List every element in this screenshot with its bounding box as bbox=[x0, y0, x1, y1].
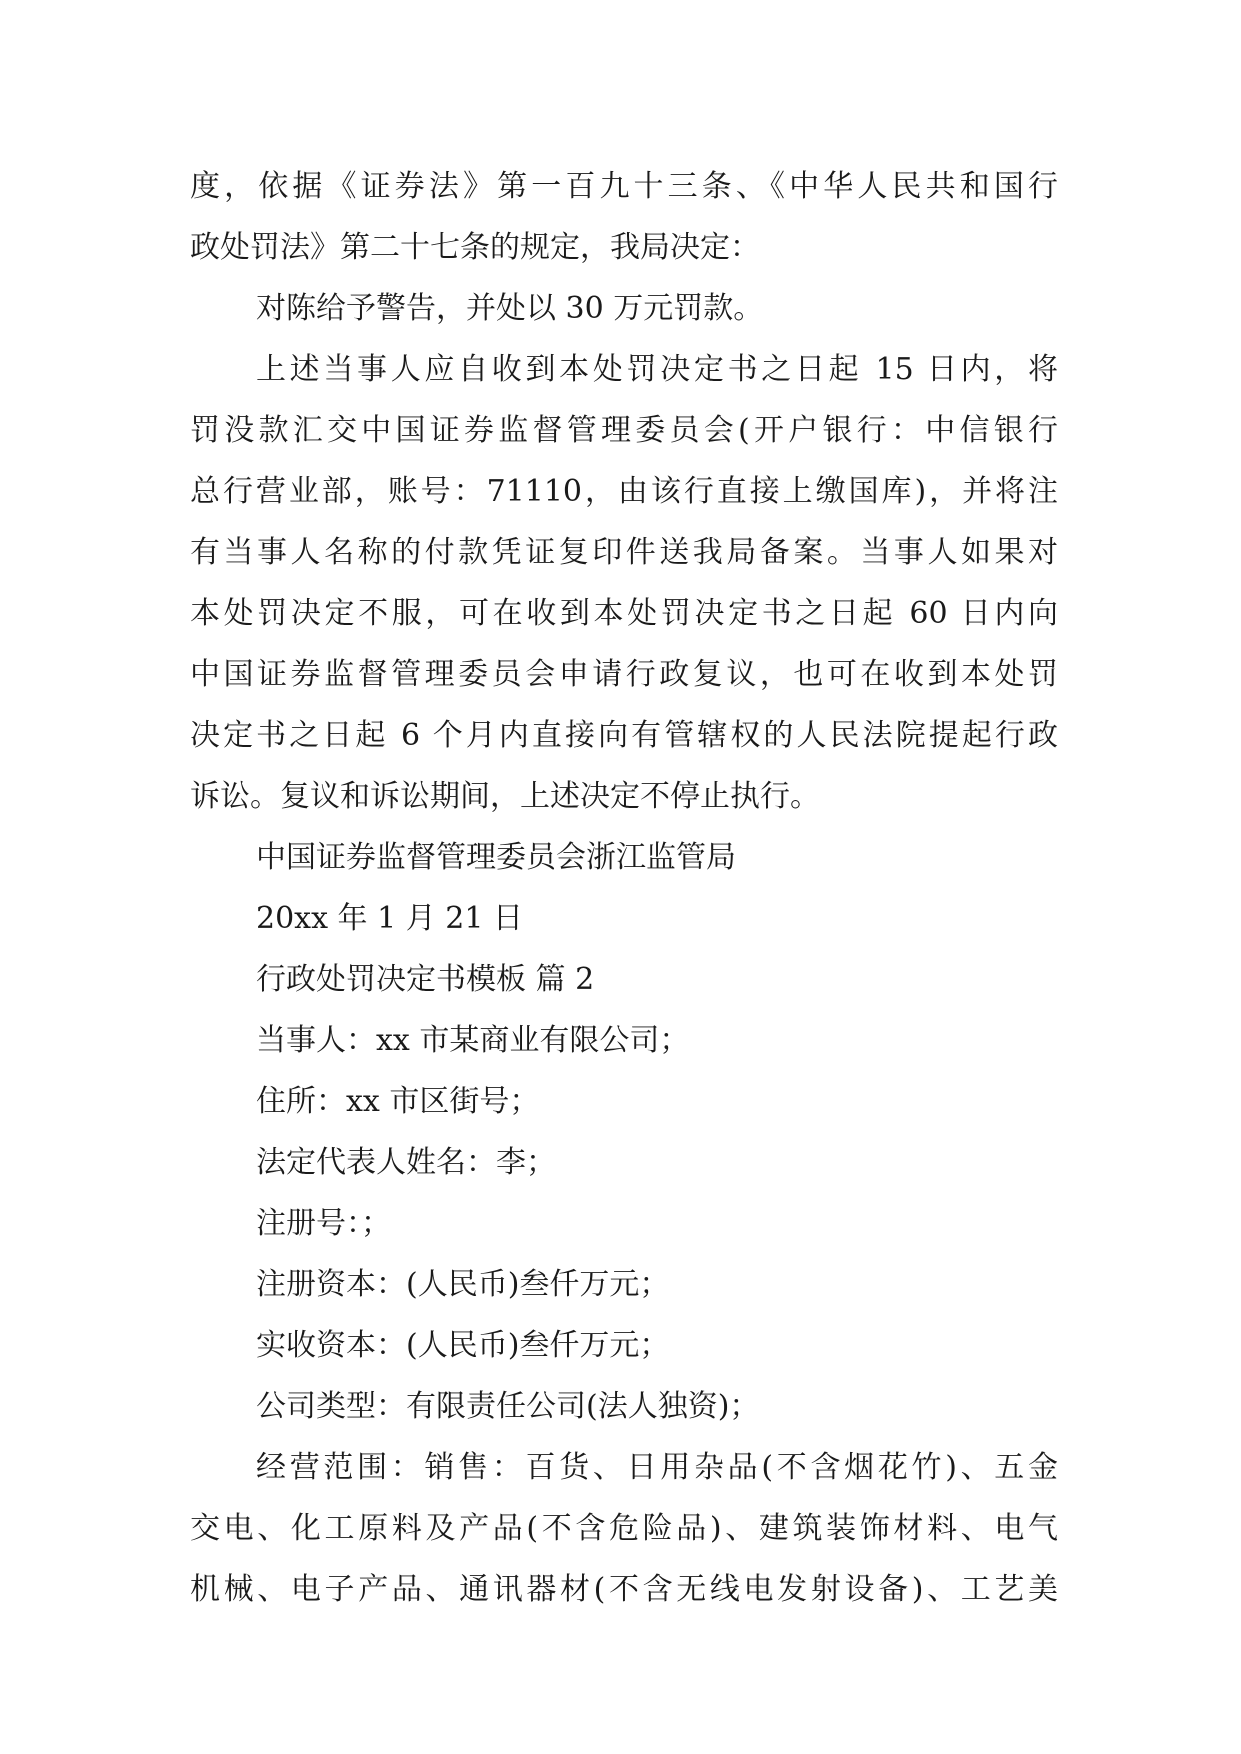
paragraph-line: 对陈给予警告，并处以 30 万元罚款。 bbox=[256, 291, 764, 326]
paragraph-line: 本处罚决定不服，可在收到本处罚决定书之日起 60 日内向 bbox=[190, 596, 1058, 631]
legal-representative-line: 法定代表人姓名：李； bbox=[256, 1145, 556, 1180]
company-type-line: 公司类型：有限责任公司(法人独资)； bbox=[256, 1389, 760, 1424]
address-line: 住所：xx 市区街号； bbox=[256, 1084, 540, 1119]
section-title: 行政处罚决定书模板 篇 2 bbox=[256, 962, 595, 997]
registered-capital-line: 注册资本：(人民币)叁仟万元； bbox=[256, 1267, 670, 1302]
issuing-authority: 中国证券监督管理委员会浙江监管局 bbox=[256, 840, 736, 875]
paragraph-line: 中国证券监督管理委员会申请行政复议，也可在收到本处罚 bbox=[190, 657, 1058, 692]
paragraph-line: 诉讼。复议和诉讼期间，上述决定不停止执行。 bbox=[190, 779, 820, 814]
paragraph-line: 有当事人名称的付款凭证复印件送我局备案。当事人如果对 bbox=[190, 535, 1058, 570]
paid-in-capital-line: 实收资本：(人民币)叁仟万元； bbox=[256, 1328, 670, 1363]
registration-number-line: 注册号：； bbox=[256, 1206, 391, 1241]
paragraph-line: 政处罚法》第二十七条的规定，我局决定： bbox=[190, 230, 760, 265]
business-scope-line: 经营范围：销售：百货、日用杂品(不含烟花竹)、五金 bbox=[256, 1450, 1058, 1485]
party-line: 当事人：xx 市某商业有限公司； bbox=[256, 1023, 690, 1058]
issue-date: 20xx 年 1 月 21 日 bbox=[256, 901, 523, 936]
paragraph-line: 决定书之日起 6 个月内直接向有管辖权的人民法院提起行政 bbox=[190, 718, 1058, 753]
business-scope-line: 交电、化工原料及产品(不含危险品)、建筑装饰材料、电气 bbox=[190, 1511, 1058, 1546]
business-scope-line: 机械、电子产品、通讯器材(不含无线电发射设备)、工艺美 bbox=[190, 1572, 1058, 1607]
paragraph-line: 罚没款汇交中国证券监督管理委员会(开户银行：中信银行 bbox=[190, 413, 1058, 448]
paragraph-line: 总行营业部，账号：71110，由该行直接上缴国库)，并将注 bbox=[190, 474, 1058, 509]
document-page bbox=[190, 156, 1058, 1620]
paragraph-line: 上述当事人应自收到本处罚决定书之日起 15 日内，将 bbox=[256, 352, 1058, 387]
paragraph-line: 度，依据《证券法》第一百九十三条、《中华人民共和国行 bbox=[190, 169, 1058, 204]
